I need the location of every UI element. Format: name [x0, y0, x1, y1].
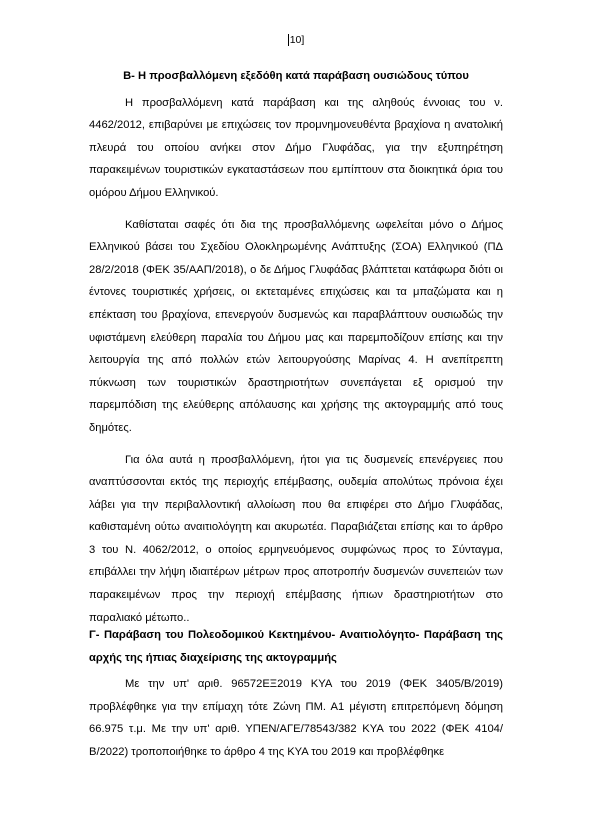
- section-b-paragraph-3: Για όλα αυτά η προσβαλλόμενη, ήτοι για τις δυσμενείς επενέργειες που αναπτύσσονται εκτός της περιοχής επέμβασης, ουδεμία απολύτως πρόνοια έχει λάβει για την περιβαλλοντική αλλοίωση που θα επιφέρει στο Δήμο Γλυφάδας, καθισταμένη ούτω αναιτιολόγητη και ακυρωτέα. Παραβιάζεται επίσης και το άρθρο 3 του Ν. 4062/2012, ο οποίος ερμηνευόμενος συμφώνως προς το Σύνταγμα, επιβάλλει την λήψη ιδιαιτέρων μέτρων προς αποτροπήν δυσμενών συνεπειών των παρακειμένων προς την περιοχή επέμβασης ήπιων δραστηριοτήτων στο παραλιακό μέτωπο..: [89, 453, 503, 624]
- section-b-paragraph-2: Καθίσταται σαφές ότι δια της προσβαλλόμενης ωφελείται μόνο ο Δήμος Ελληνικού βάσει του Σχεδίου Ολοκληρωμένης Ανάπτυξης (ΣΟΑ) Ελληνικού (ΠΔ 28/2/2018 (ΦΕΚ 35/ΑΑΠ/2018), ο δε Δήμος Γλυφάδας βλάπτεται κατάφωρα διότι οι έντονες τουριστικές χρήσεις, οι εκτεταμένες επιχώσεις και τα μπαζώματα και η επέκταση του βραχίονα, επενεργούν δυσμενώς και παραβλάπτουν ουσιωδώς την υφιστάμενη ελεύθερη παραλία του Δήμου μας και παρεμποδίζουν επίσης και την λειτουργία της από πολλών ετών λειτουργούσης Μαρίνας 4. Η ανεπίτρεπτη πύκνωση των τουριστικών δραστηριοτήτων συνεπάγεται εξ ορισμού την παρεμπόδιση της ελεύθερης απόλαυσης και χρήσης της ακτογραμμής από τους δημότες.: [89, 218, 503, 434]
- page-number-text: 10]: [289, 34, 305, 46]
- section-c-paragraph-1: Με την υπ' αριθ. 96572ΕΞ2019 ΚΥΑ του 2019 (ΦΕΚ 3405/Β/2019) προβλέφθηκε για την επίμαχη τότε Ζώνη ΠΜ. Α1 μέγιστη επιτρεπόμενη δόμηση 66.975 τ.μ. Με την υπ' αριθ. ΥΠΕΝ/ΑΓΕ/78543/382 ΚΥΑ του 2022 (ΦΕΚ 4104/Β/2022) τροποποιήθηκε το άρθρο 4 της ΚΥΑ του 2019 και προβλέφθηκε: [89, 678, 503, 758]
- page-number: [0, 34, 592, 46]
- section-c: [89, 624, 503, 764]
- section-c-heading: Γ- Παράβαση του Πολεοδομικού Κεκτημένου- Αναιτιολόγητο- Παράβαση της αρχής της ήπιας διαχείρισης της ακτογραμμής: [89, 629, 503, 664]
- section-b-heading: Β- Η προσβαλλόμενη εξεδόθη κατά παράβαση ουσιώδους τύπου: [123, 70, 469, 82]
- section-b-paragraph-1: Η προσβαλλόμενη κατά παράβαση και της αληθούς έννοιας του ν. 4462/2012, επιβαρύνει με επιχώσεις τον προμνημονευθέντα βραχίονα η ανατολική πλευρά του οποίου ανήκει στον Δήμο Γλυφάδας, για την εξυπηρέτηση παρακειμένων τουριστικών εγκαταστάσεων που εμπίπτουν στα διοικητικά όρια του ομόρου Δήμου Ελληνικού.: [89, 96, 503, 199]
- text-cursor-mark: [288, 34, 289, 46]
- section-b: [89, 65, 503, 629]
